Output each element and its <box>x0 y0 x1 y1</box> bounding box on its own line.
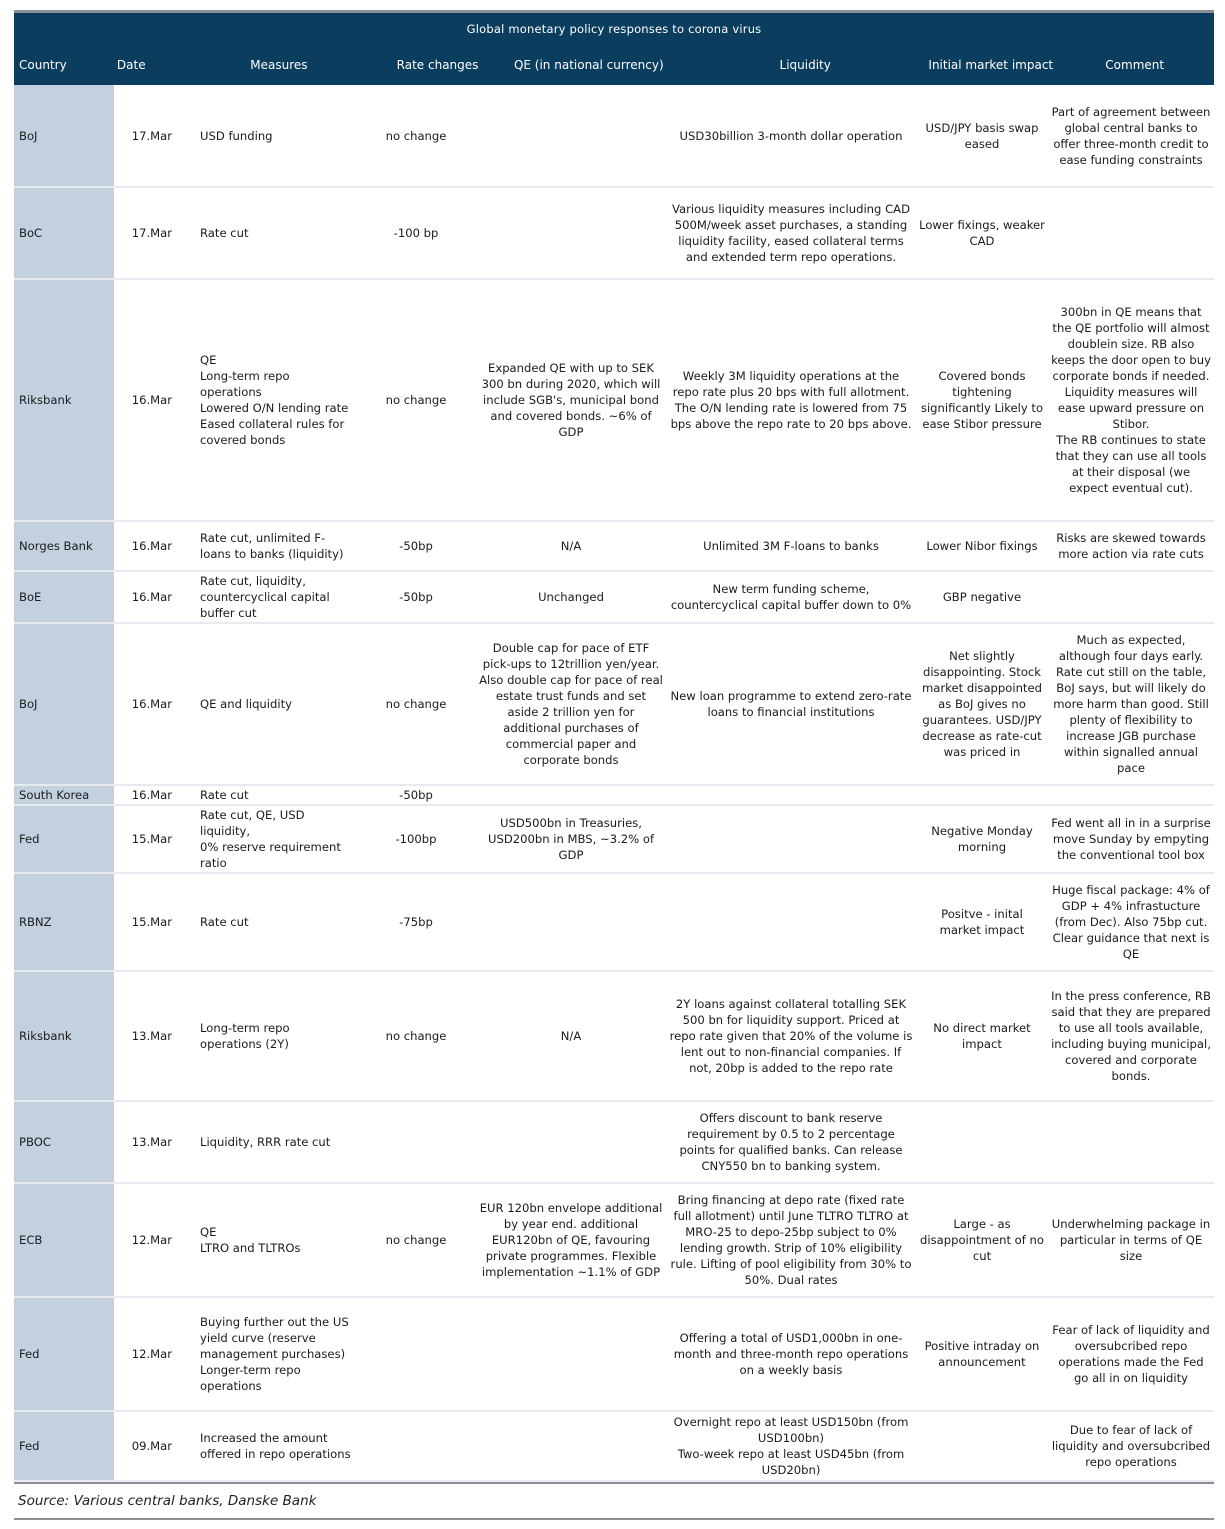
liquidity-cell: New term funding scheme, countercyclical capital buffer down to 0% <box>666 571 916 623</box>
comment-cell <box>1048 187 1214 279</box>
col-header-date: Date <box>116 58 146 72</box>
comment-cell: 300bn in QE means that the QE portfolio will almost doublein size. RB also keeps the door open to buy corporate bonds if needed. Liquidity measures will ease upward pressure on Stibor. The RB continues to state that they can use all tools at their disposal (we expect eventual cut). <box>1048 279 1214 521</box>
date-cell: 17.Mar <box>114 85 194 187</box>
qe-cell <box>476 85 666 187</box>
country-cell: Riksbank <box>14 279 114 521</box>
rate-change-cell <box>356 1297 476 1411</box>
country-cell: RBNZ <box>14 873 114 971</box>
market-impact-cell: Covered bonds tightening significantly Likely to ease Stibor pressure <box>916 279 1048 521</box>
date-cell: 12.Mar <box>114 1297 194 1411</box>
country-cell: BoJ <box>14 623 114 785</box>
date-cell: 16.Mar <box>114 521 194 571</box>
country-cell: BoJ <box>14 85 114 187</box>
liquidity-cell <box>666 785 916 805</box>
table-row <box>14 1183 1214 1297</box>
country-cell: BoC <box>14 187 114 279</box>
liquidity-cell: Overnight repo at least USD150bn (from USD100bn) Two-week repo at least USD45bn (from USD20bn) <box>666 1411 916 1481</box>
country-cell: ECB <box>14 1183 114 1297</box>
rate-change-cell: -100bp <box>356 805 476 873</box>
comment-cell: Underwhelming package in particular in terms of QE size <box>1048 1183 1214 1297</box>
market-impact-cell: USD/JPY basis swap eased <box>916 85 1048 187</box>
measures-cell: Rate cut <box>194 873 356 971</box>
measures-cell: Rate cut, QE, USD liquidity, 0% reserve requirement ratio <box>194 805 356 873</box>
measures-cell: Rate cut, liquidity, countercyclical capital buffer cut <box>194 571 356 623</box>
date-cell: 12.Mar <box>114 1183 194 1297</box>
liquidity-cell: Offers discount to bank reserve requirement by 0.5 to 2 percentage points for qualified banks. Can release CNY550 bn to banking system. <box>666 1101 916 1183</box>
measures-cell: QE LTRO and TLTROs <box>194 1183 356 1297</box>
table-title: Global monetary policy responses to corona virus <box>466 22 762 36</box>
country-cell: BoE <box>14 571 114 623</box>
rate-change-cell: no change <box>356 279 476 521</box>
table-row <box>14 571 1214 623</box>
market-impact-cell: Lower fixings, weaker CAD <box>916 187 1048 279</box>
table-row <box>14 805 1214 873</box>
market-impact-cell: Positve - inital market impact <box>916 873 1048 971</box>
date-cell: 15.Mar <box>114 805 194 873</box>
col-header-country: Country <box>19 58 67 72</box>
source-note: Source: Various central banks, Danske Bank <box>14 1482 1214 1520</box>
market-impact-cell: Lower Nibor fixings <box>916 521 1048 571</box>
market-impact-cell <box>916 1411 1048 1481</box>
market-impact-cell <box>916 1101 1048 1183</box>
table-row <box>14 785 1214 805</box>
qe-cell: USD500bn in Treasuries, USD200bn in MBS, ~3.2% of GDP <box>476 805 666 873</box>
measures-cell: Long-term repo operations (2Y) <box>194 971 356 1101</box>
rate-change-cell: -50bp <box>356 571 476 623</box>
liquidity-cell <box>666 873 916 971</box>
table-row <box>14 971 1214 1101</box>
market-impact-cell: Large - as disappointment of no cut <box>916 1183 1048 1297</box>
market-impact-cell: GBP negative <box>916 571 1048 623</box>
col-header-measures: Measures <box>250 58 308 72</box>
monetary-policy-table <box>14 10 1214 1520</box>
rate-change-cell <box>356 1101 476 1183</box>
measures-cell: Liquidity, RRR rate cut <box>194 1101 356 1183</box>
rate-change-cell: no change <box>356 1183 476 1297</box>
comment-cell: Fear of lack of liquidity and oversubcribed repo operations made the Fed go all in on liquidity <box>1048 1297 1214 1411</box>
country-cell: South Korea <box>14 785 114 805</box>
column-headers <box>14 58 1214 72</box>
table-row <box>14 187 1214 279</box>
country-cell: PBOC <box>14 1101 114 1183</box>
qe-cell <box>476 873 666 971</box>
qe-cell <box>476 1297 666 1411</box>
comment-cell: Much as expected, although four days early. Rate cut still on the table, BoJ says, but will likely do more harm than good. Still plenty of flexibility to increase JGB purchase within signalled annual pace <box>1048 623 1214 785</box>
table-row <box>14 1101 1214 1183</box>
qe-cell: Double cap for pace of ETF pick-ups to 12trillion yen/year. Also double cap for pace of real estate trust funds and set aside 2 trillion yen for additional purchases of commercial paper and corporate bonds <box>476 623 666 785</box>
table-row <box>14 1297 1214 1411</box>
market-impact-cell: Negative Monday morning <box>916 805 1048 873</box>
measures-cell: Rate cut, unlimited F-loans to banks (liquidity) <box>194 521 356 571</box>
rate-change-cell: no change <box>356 85 476 187</box>
table-row <box>14 85 1214 187</box>
market-impact-cell <box>916 785 1048 805</box>
market-impact-cell: Positive intraday on announcement <box>916 1297 1048 1411</box>
date-cell: 16.Mar <box>114 571 194 623</box>
liquidity-cell: Bring financing at depo rate (fixed rate full allotment) until June TLTRO TLTRO at MRO-25 to depo-25bp subject to 0% lending growth. Strip of 10% eligibility rule. Lifting of pool eligibility from 30% to 50%. Dual rates <box>666 1183 916 1297</box>
measures-cell: Increased the amount offered in repo operations <box>194 1411 356 1481</box>
qe-cell <box>476 1411 666 1481</box>
comment-cell: Risks are skewed towards more action via rate cuts <box>1048 521 1214 571</box>
col-header-liquidity: Liquidity <box>779 58 831 72</box>
measures-cell: USD funding <box>194 85 356 187</box>
table-row <box>14 873 1214 971</box>
data-table <box>14 85 1214 1482</box>
date-cell: 16.Mar <box>114 279 194 521</box>
measures-cell: Buying further out the US yield curve (reserve management purchases) Longer-term repo operations <box>194 1297 356 1411</box>
rate-change-cell: -50bp <box>356 521 476 571</box>
measures-cell: QE Long-term repo operations Lowered O/N lending rate Eased collateral rules for covered bonds <box>194 279 356 521</box>
qe-cell <box>476 1101 666 1183</box>
rate-change-cell: -50bp <box>356 785 476 805</box>
measures-cell: QE and liquidity <box>194 623 356 785</box>
comment-cell <box>1048 571 1214 623</box>
qe-cell: Unchanged <box>476 571 666 623</box>
liquidity-cell: Offering a total of USD1,000bn in one-month and three-month repo operations on a weekly basis <box>666 1297 916 1411</box>
liquidity-cell: New loan programme to extend zero-rate loans to financial institutions <box>666 623 916 785</box>
rate-change-cell <box>356 1411 476 1481</box>
col-header-rate-changes: Rate changes <box>396 58 479 72</box>
col-header-qe: QE (in national currency) <box>513 58 664 72</box>
comment-cell: Part of agreement between global central banks to offer three-month credit to ease funding constraints <box>1048 85 1214 187</box>
measures-cell: Rate cut <box>194 187 356 279</box>
date-cell: 13.Mar <box>114 971 194 1101</box>
col-header-comment: Comment <box>1105 58 1165 72</box>
table-row <box>14 521 1214 571</box>
date-cell: 13.Mar <box>114 1101 194 1183</box>
market-impact-cell: Net slightly disappointing. Stock market disappointed as BoJ gives no guarantees. USD/JPY decrease as rate-cut was priced in <box>916 623 1048 785</box>
liquidity-cell: Weekly 3M liquidity operations at the repo rate plus 20 bps with full allotment. The O/N lending rate is lowered from 75 bps above the repo rate to 20 bps above. <box>666 279 916 521</box>
table-row <box>14 279 1214 521</box>
table-row <box>14 623 1214 785</box>
qe-cell <box>476 785 666 805</box>
country-cell: Norges Bank <box>14 521 114 571</box>
liquidity-cell: Various liquidity measures including CAD 500M/week asset purchases, a standing liquidity facility, eased collateral terms and extended term repo operations. <box>666 187 916 279</box>
comment-cell <box>1048 1101 1214 1183</box>
comment-cell <box>1048 785 1214 805</box>
comment-cell: In the press conference, RB said that they are prepared to use all tools available, including buying municipal, covered and corporate bonds. <box>1048 971 1214 1101</box>
rate-change-cell: -75bp <box>356 873 476 971</box>
date-cell: 09.Mar <box>114 1411 194 1481</box>
liquidity-cell: USD30billion 3-month dollar operation <box>666 85 916 187</box>
measures-cell: Rate cut <box>194 785 356 805</box>
country-cell: Fed <box>14 805 114 873</box>
date-cell: 16.Mar <box>114 785 194 805</box>
rate-change-cell: -100 bp <box>356 187 476 279</box>
date-cell: 17.Mar <box>114 187 194 279</box>
rate-change-cell: no change <box>356 971 476 1101</box>
rate-change-cell: no change <box>356 623 476 785</box>
liquidity-cell <box>666 805 916 873</box>
comment-cell: Fed went all in in a surprise move Sunday by empyting the conventional tool box <box>1048 805 1214 873</box>
liquidity-cell: Unlimited 3M F-loans to banks <box>666 521 916 571</box>
table-header <box>14 13 1214 85</box>
liquidity-cell: 2Y loans against collateral totalling SEK 500 bn for liquidity support. Priced at repo rate given that 20% of the volume is lent out to non-financial companies. If not, 20bp is added to the repo rate <box>666 971 916 1101</box>
qe-cell: N/A <box>476 521 666 571</box>
country-cell: Fed <box>14 1411 114 1481</box>
comment-cell: Due to fear of lack of liquidity and oversubcribed repo operations <box>1048 1411 1214 1481</box>
date-cell: 16.Mar <box>114 623 194 785</box>
comment-cell: Huge fiscal package: 4% of GDP + 4% infrastucture (from Dec). Also 75bp cut. Clear guidance that next is QE <box>1048 873 1214 971</box>
qe-cell: Expanded QE with up to SEK 300 bn during 2020, which will include SGB's, municipal bond and covered bonds. ~6% of GDP <box>476 279 666 521</box>
date-cell: 15.Mar <box>114 873 194 971</box>
country-cell: Fed <box>14 1297 114 1411</box>
qe-cell: N/A <box>476 971 666 1101</box>
col-header-market-impact: Initial market impact <box>928 58 1054 72</box>
qe-cell: EUR 120bn envelope additional by year end. additional EUR120bn of QE, favouring private programmes. Flexible implementation ~1.1% of GDP <box>476 1183 666 1297</box>
country-cell: Riksbank <box>14 971 114 1101</box>
qe-cell <box>476 187 666 279</box>
table-row <box>14 1411 1214 1481</box>
market-impact-cell: No direct market impact <box>916 971 1048 1101</box>
